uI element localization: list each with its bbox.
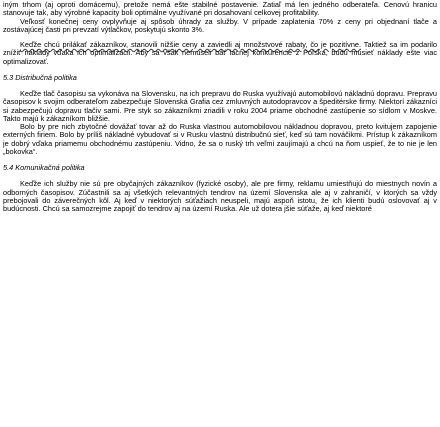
text-line: Keďže tlač časopisu sa vykonáva na Slovensku, na ich prepravu do Ruska	[20, 89, 264, 98]
text-line: k zákazníkom bližšie.	[40, 113, 110, 123]
text-line: Keďže ich služby nie sú pre obyčajných zákazníkov (fyzické osoby), ale pre	[20, 179, 275, 189]
paragraph-pricing-evaluation	[3, 41, 437, 66]
highlighted-text-line: Keďže chcú prilákať zákazníkov, stanovili nižšie ceny a zaviedli aj množstvové	[20, 40, 283, 49]
text-line: Niektorí zákazníci si zabezpečujú dopravu tlačiv sami. Pre styk so zákazníkmi zriadili	[3, 97, 437, 115]
highlighted-text: rabaty, čo je pozitívne.	[285, 40, 362, 49]
text-line: len jedného odberateľa. Cenovú hranicu stanovuje tak, aby výrobné kapacity boli	[3, 0, 437, 18]
text-line: nákladnou dopravou, preto kvitujem zapojenie externých firiem. Bolo by príliš	[3, 122, 437, 140]
section-heading-distribution: 5.3 Distribučná politika	[3, 72, 77, 82]
text-line: zapojiť do tendrov aj na území Ruska. Ale už dotera jšie súťaže, aj keď niektoré	[113, 204, 372, 213]
paragraph-distribution-evaluation	[3, 123, 437, 156]
paragraph-payment-discount	[3, 18, 437, 35]
text-line: Veľkosť konečnej ceny ovplyvňuje aj spôsob úhrady za služby. V prípade	[20, 16, 277, 26]
text-line: firmy, reklamu umiestňujú do miestnych novín a odborných časopisov. Zúčastnili sa	[3, 179, 437, 197]
text-line: Prístup k zákazníkom je dobrý vďaka priamemu obchodnému zastúpeniu. Vidno, že	[3, 130, 437, 148]
text-line: aspoň istotu, že ich klienti budú oslovovať aj v budúcnosti. Chcú sa samozrejme	[3, 195, 437, 213]
text-line: viac optimalizovať.	[3, 48, 437, 66]
text-line: optimálne využívané pri dosahovaní celkovej profitability.	[134, 8, 320, 18]
text-line: Bolo by pre nich zbytočné dovážať tovar až do Ruska vlastnou automobilovou	[20, 122, 282, 131]
text-line: využívajú automobilovú nákladnú dopravu. Prepravu časopisov k svojim odberateľom	[3, 89, 437, 107]
text-line: v roku 2004 priame obchodné zastúpenie so sídlom v Moskve. Takto majú	[3, 105, 437, 123]
text-line: nákladné vybudovať si v Rusku vlastnú distribučnú sieť, keď sú tam nováčikmi.	[104, 130, 364, 140]
text-line: rabaty, čo je pozitívne. Taktiež sa im podarilo znížiť náklady vďaka ich optimalizácii.	[3, 40, 437, 58]
paragraph-distribution	[3, 90, 437, 123]
paragraph-pricing-market	[3, 1, 437, 18]
text-line: poskytujú skonto 3%.	[134, 24, 205, 34]
section-heading-communication: 5.4 Komunikačná politika	[3, 163, 85, 172]
text-line: aj všetkých relevantných tendrov na území Slovenska ale aj v zahraničí, v ktorých sa	[124, 187, 419, 197]
text-line: vždy prebojovali do záverečných kôl. Aj keď v niektorých súťažiach neuspeli, majú	[3, 187, 438, 205]
text-line: iným trhom (aj oproti domácemu), pretože nemá ešte stabilné postavenie. Zatiaľ má	[3, 0, 296, 9]
text-line: zaplatenia 70% z ceny pri objednaní tlače a zostávajúcej časti pri prevzatí výtlačkov,	[3, 16, 437, 34]
text-line: Aby sa však nemuseli báť lacnej konkurencie z Poľska, budú musieť náklady ešte	[135, 48, 421, 58]
text-line: zabezpečuje Slovenská Grafia cez zmluvných autodopravcov a špeditérske firmy.	[110, 97, 377, 107]
paragraph-communication	[3, 180, 437, 213]
text-line: sa o ruský trh veľmi zaujímajú a chcú na ňom uspieť, že to nie je len „bokovka“.	[3, 138, 438, 156]
